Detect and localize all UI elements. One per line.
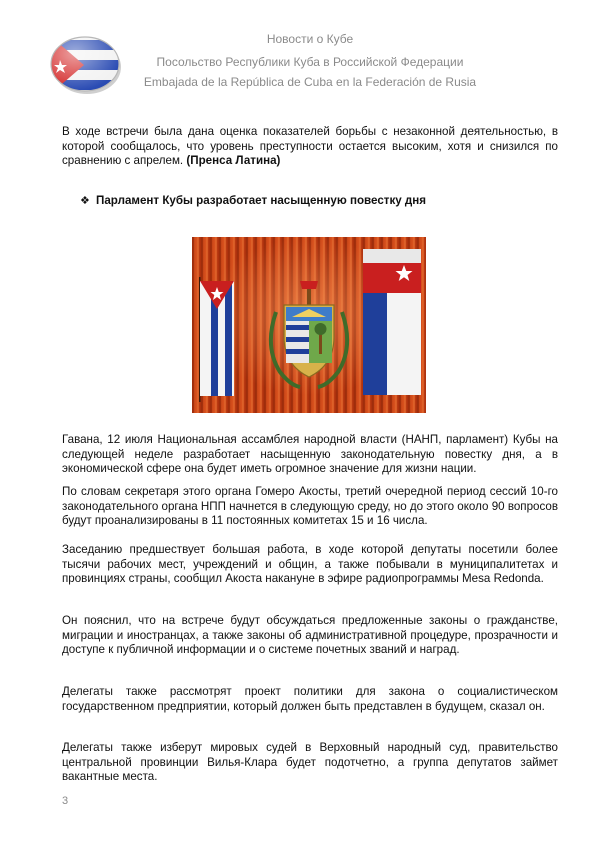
intro-source: (Пренса Латина) — [186, 154, 281, 168]
article-paragraph-3: Заседанию предшествует большая работа, в ходе которой депутаты посетили более тысячи рабочих мест, учреждений и общин, а также побывали в муниципалитетах и провинциях страны, сообщил Акоста накануне в эфире радиопрограммы Mesa Redonda. — [62, 543, 558, 586]
article-paragraph-1: Гавана, 12 июля Национальная ассамблея народной власти (НАНП, парламент) Кубы на следующей неделе разработает насыщенную законодательную повестку дня, а в экономической сфере она будет иметь огромное значение для жизни нации. — [62, 433, 558, 476]
cuba-flag-logo — [48, 34, 124, 96]
right-flag — [363, 249, 421, 395]
article-headline — [80, 194, 426, 207]
header-embassy-es: Embajada de la República de Cuba en la Federación de Rusia — [143, 75, 477, 89]
header-title: Новости о Кубе — [266, 32, 354, 46]
intro-text: В ходе встречи была дана оценка показателей борьбы с незаконной деятельностью, в которой сообщалось, что уровень преступности остается высоким, хотя и снизился по сравнению с апрелем. — [62, 125, 558, 168]
article-paragraph-4: Он пояснил, что на встрече будут обсуждаться предложенные законы о гражданстве, миграции и иностранцах, а также законы об административной процедуре, прозрачности и доступе к публичной информации и о системе почетных званий и наград. — [62, 614, 558, 657]
article-paragraph-6: Делегаты также изберут мировых судей в Верховный народный суд, правительство центральной провинции Вилья-Клара будет подотчетно, а группа депутатов займет вакантные места. — [62, 741, 558, 784]
page-number: 3 — [62, 795, 69, 807]
left-flag — [200, 281, 234, 396]
parliament-photo — [192, 237, 426, 413]
article-paragraph-5: Делегаты также рассмотрят проект политики для закона о социалистическом государственном предприятии, который должен быть представлен в будущем, сказал он. — [62, 685, 558, 713]
bullet-icon: ❖ — [80, 195, 90, 207]
header-embassy-ru: Посольство Республики Куба в Российской Федерации — [156, 55, 464, 69]
intro-paragraph — [62, 125, 558, 169]
article-paragraph-2: По словам секретаря этого органа Гомеро Акосты, третий очередной период сессий 10-го законодательного органа НПП начнется в следующую среду, но до этого около 90 вопросов будут проанализированы в 11 постоянных комитетах 15 и 16 числа. — [62, 485, 558, 528]
article-title: Парламент Кубы разработает насыщенную повестку дня — [96, 194, 427, 207]
